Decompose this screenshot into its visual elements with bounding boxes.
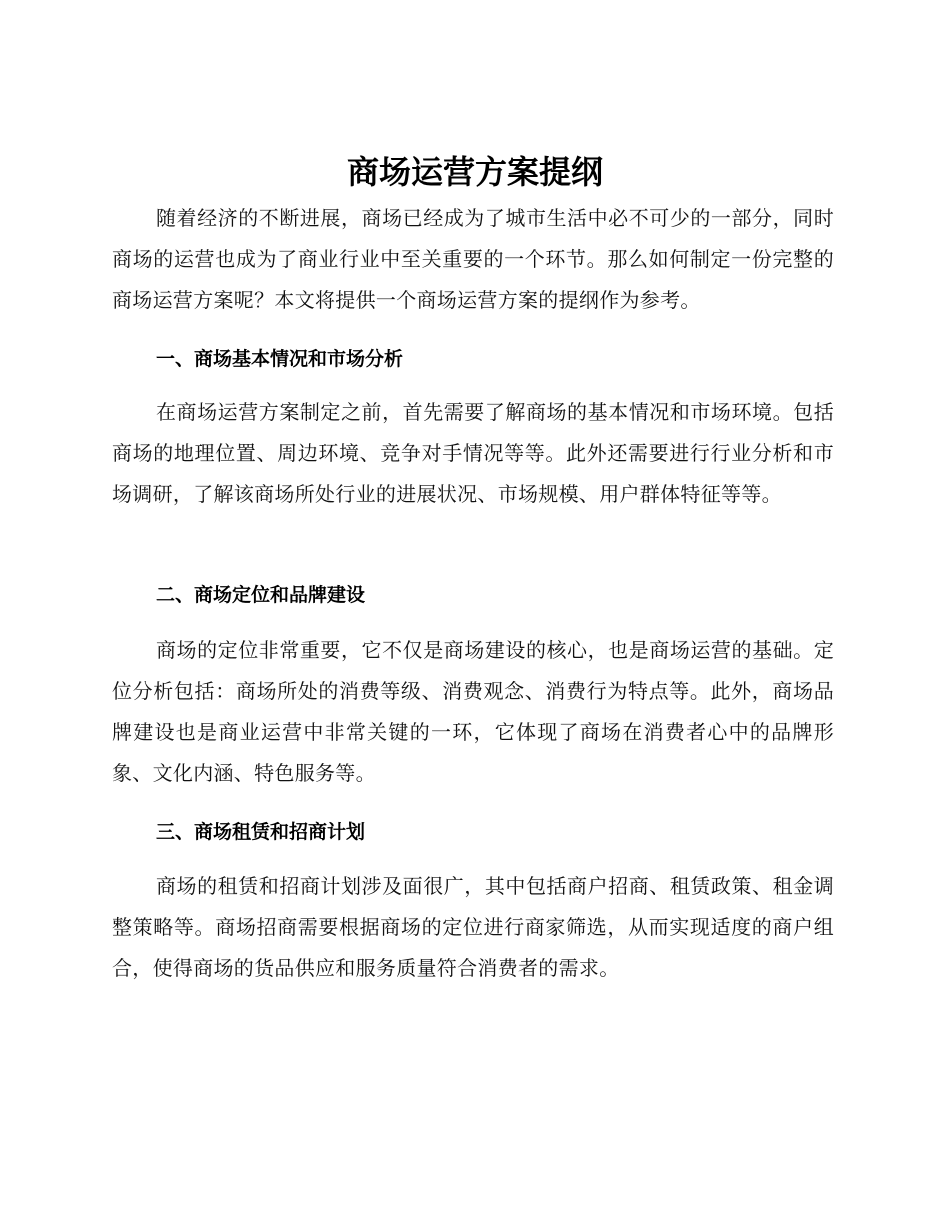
section-1-body: 在商场运营方案制定之前，首先需要了解商场的基本情况和市场环境。包括商场的地理位置、周边环境、竞争对手情况等等。此外还需要进行行业分析和市场调研，了解该商场所处行业的进展状况、市场规模、用户群体特征等等。 bbox=[112, 400, 834, 506]
section-3-body: 商场的租赁和招商计划涉及面很广，其中包括商户招商、租赁政策、租金调整策略等。商场招商需要根据商场的定位进行商家筛选，从而实现适度的商户组合，使得商场的货品供应和服务质量符合消费者的需求。 bbox=[112, 874, 834, 980]
document-title: 商场运营方案提纲 bbox=[346, 153, 603, 191]
section-2-heading: 二、商场定位和品牌建设 bbox=[156, 584, 366, 606]
section-3-heading: 三、商场租赁和招商计划 bbox=[156, 821, 366, 843]
section-2-body: 商场的定位非常重要，它不仅是商场建设的核心，也是商场运营的基础。定位分析包括：商场所处的消费等级、消费观念、消费行为特点等。此外，商场品牌建设也是商业运营中非常关键的一环，它体现了商场在消费者心中的品牌形象、文化内涵、特色服务等。 bbox=[112, 638, 834, 785]
section-1-heading: 一、商场基本情况和市场分析 bbox=[156, 348, 404, 370]
intro-paragraph: 随着经济的不断进展，商场已经成为了城市生活中必不可少的一部分，同时商场的运营也成为了商业行业中至关重要的一个环节。那么如何制定一份完整的商场运营方案呢？本文将提供一个商场运营方案的提纲作为参考。 bbox=[112, 206, 834, 312]
